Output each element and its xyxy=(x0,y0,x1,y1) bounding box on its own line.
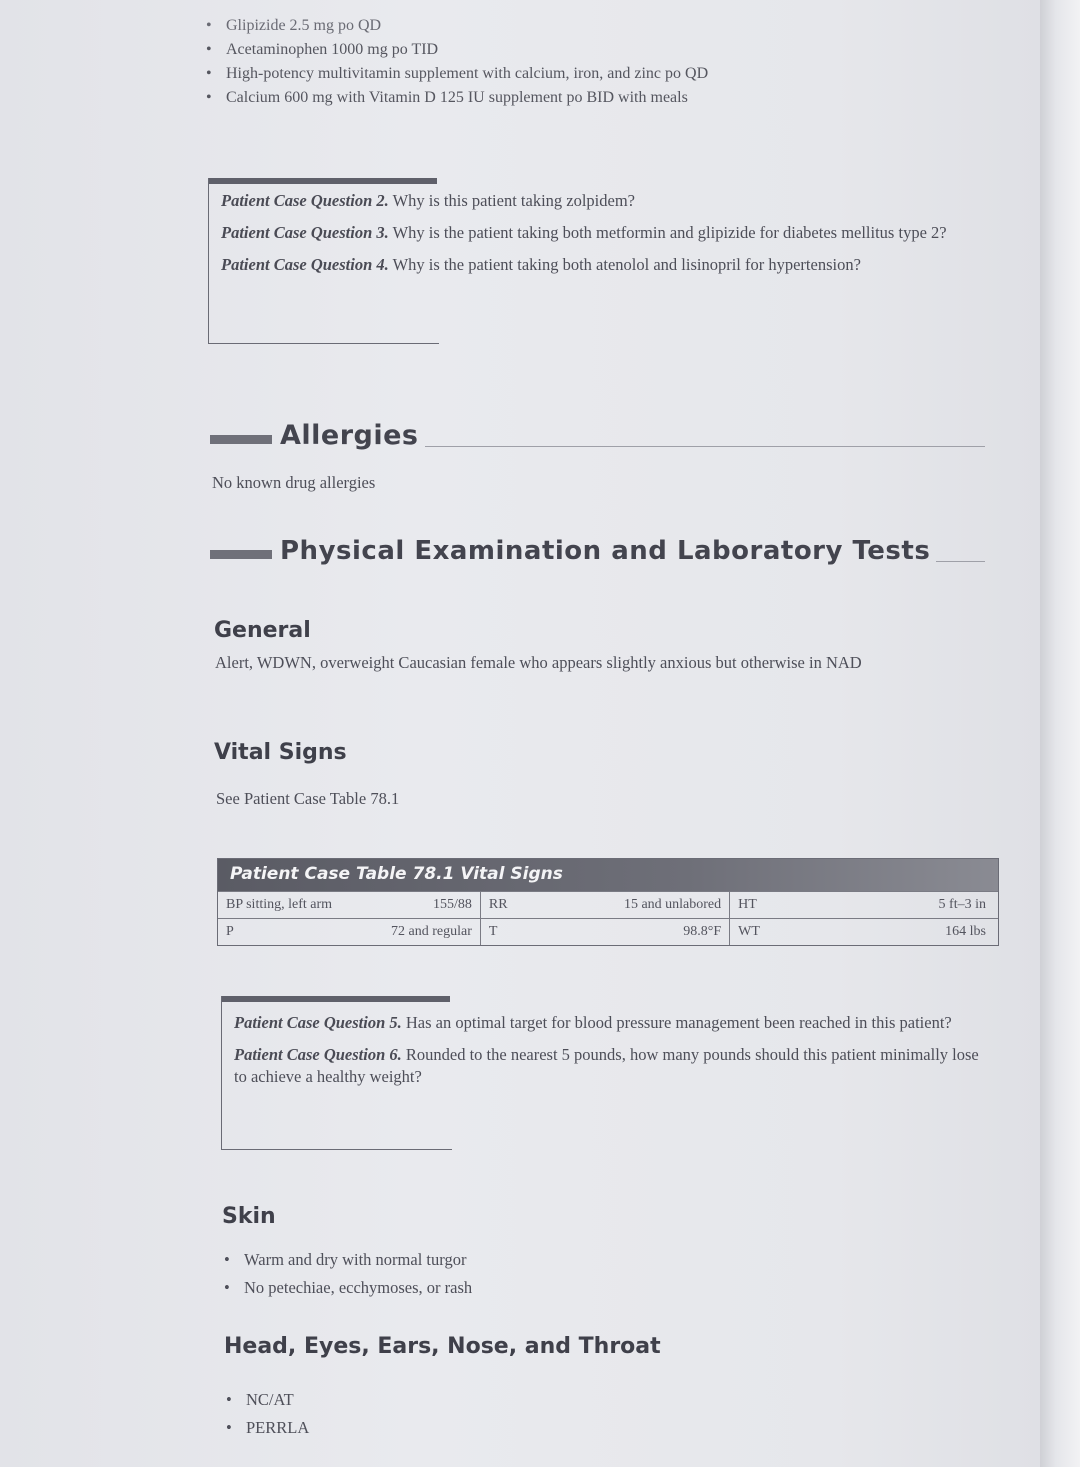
ht-label: HT xyxy=(738,897,757,912)
general-text: Alert, WDWN, overweight Caucasian female who appears slightly anxious but otherwise in NAD xyxy=(215,653,862,672)
wt-value: 164 lbs xyxy=(945,924,986,939)
medication-list xyxy=(204,14,904,110)
list-item: • No petechiae, ecchymoses, or rash xyxy=(224,1278,473,1297)
table-row xyxy=(218,918,998,945)
general-heading: General xyxy=(214,618,311,643)
temp-value: 98.8°F xyxy=(683,924,722,939)
question-box xyxy=(208,178,961,344)
question-box-rule xyxy=(222,1149,452,1151)
section-rule xyxy=(936,561,985,562)
question-4: Patient Case Question 4. Why is the patient taking both atenolol and lisinopril for hypertension? xyxy=(221,255,861,274)
heent-list xyxy=(224,1386,624,1442)
temp-label: T xyxy=(488,924,498,939)
question-box xyxy=(221,996,1001,1150)
rr-label: RR xyxy=(488,897,508,912)
table-cell xyxy=(730,892,998,918)
question-box-bar xyxy=(222,996,450,1002)
allergies-text: No known drug allergies xyxy=(212,473,376,492)
vital-signs-heading: Vital Signs xyxy=(214,740,347,765)
physical-exam-header xyxy=(210,536,985,566)
rr-value: 15 and unlabored xyxy=(623,897,722,912)
section-bar xyxy=(210,550,272,559)
section-title: Physical Examination and Laboratory Tests xyxy=(280,536,931,566)
wt-label: WT xyxy=(738,924,760,939)
vital-signs-text: See Patient Case Table 78.1 xyxy=(216,789,400,808)
table-cell xyxy=(730,919,998,945)
table-cell xyxy=(218,892,481,918)
table-cell xyxy=(481,892,730,918)
pulse-value: 72 and regular xyxy=(391,924,472,939)
medication-item: • Calcium 600 mg with Vitamin D 125 IU supplement po BID with meals xyxy=(206,89,688,106)
question-3: Patient Case Question 3. Why is the patient taking both metformin and glipizide for diabetes mellitus type 2? xyxy=(221,223,947,242)
table-cell xyxy=(218,919,481,945)
section-bar xyxy=(210,435,272,444)
medication-item: • Glipizide 2.5 mg po QD xyxy=(206,17,382,34)
section-title: Allergies xyxy=(280,420,419,451)
question-6: Patient Case Question 6. Rounded to the nearest 5 pounds, how many pounds should this patient minimally lose to achieve a healthy weight? xyxy=(234,1045,979,1086)
allergies-header xyxy=(210,420,985,451)
page-edge xyxy=(1040,0,1080,1467)
medication-item: • High-potency multivitamin supplement with calcium, iron, and zinc po QD xyxy=(206,65,709,82)
skin-heading: Skin xyxy=(222,1204,276,1229)
list-item: • NC/AT xyxy=(226,1390,294,1409)
question-box-rule xyxy=(209,343,439,345)
table-cell xyxy=(481,919,730,945)
table-title: Patient Case Table 78.1 Vital Signs xyxy=(218,859,998,891)
question-2: Patient Case Question 2. Why is this patient taking zolpidem? xyxy=(221,191,636,210)
table-row xyxy=(218,891,998,918)
pulse-label: P xyxy=(226,924,234,939)
section-rule xyxy=(425,446,986,447)
list-item: • Warm and dry with normal turgor xyxy=(224,1250,467,1269)
question-5: Patient Case Question 5. Has an optimal target for blood pressure management been reached in this patient? xyxy=(234,1013,952,1032)
vital-signs-table xyxy=(217,858,999,946)
skin-list xyxy=(222,1246,822,1302)
list-item: • PERRLA xyxy=(226,1418,310,1437)
medication-item: • Acetaminophen 1000 mg po TID xyxy=(206,41,439,58)
heent-heading: Head, Eyes, Ears, Nose, and Throat xyxy=(224,1334,661,1359)
bp-value: 155/88 xyxy=(433,897,472,912)
ht-value: 5 ft–3 in xyxy=(938,897,986,912)
question-box-bar xyxy=(209,178,437,184)
bp-label: BP sitting, left arm xyxy=(226,897,333,912)
